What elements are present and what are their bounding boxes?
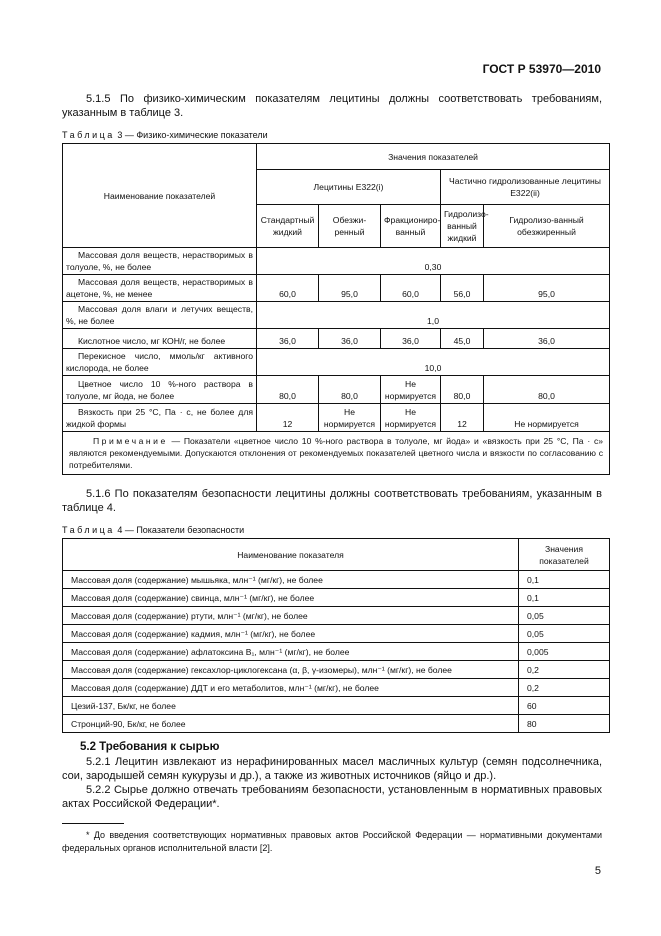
row-value: 80 — [519, 715, 610, 733]
row-name: Массовая доля (содержание) кадмия, млн⁻¹ (мг/кг), не более — [63, 625, 519, 643]
table3-row — [63, 349, 610, 376]
row-value: 0,05 — [519, 625, 610, 643]
table3-col-header: Фракциониро-ванный — [381, 205, 441, 248]
footnote: * До введения соответствующих нормативных правовых актов Российской Федерации — нормативными документами федеральных органов исполнительной власти [2]. — [62, 830, 602, 853]
row-name: Массовая доля (содержание) афлатоксина B₁, млн⁻¹ (мг/кг), не более — [63, 643, 519, 661]
table3-row — [63, 329, 610, 349]
table4-row — [63, 643, 610, 661]
table4-caption-prefix: Таблица — [62, 525, 115, 535]
row-value: 36,0 — [484, 329, 610, 349]
row-value-all: 10,0 — [257, 349, 610, 376]
table3-note — [63, 432, 610, 475]
row-name: Цезий-137, Бк/кг, не более — [63, 697, 519, 715]
row-value: 80,0 — [441, 376, 484, 404]
table4-row — [63, 607, 610, 625]
row-value: 12 — [441, 404, 484, 432]
row-value: 36,0 — [257, 329, 319, 349]
row-value: 36,0 — [381, 329, 441, 349]
row-name: Вязкость при 25 °С, Па · с, не более для жидкой формы — [63, 404, 257, 432]
paragraph-5-1-6: 5.1.6 По показателям безопасности лецитины должны соответствовать требованиям, указанным в таблице 4. — [62, 488, 602, 514]
row-value: 0,2 — [519, 679, 610, 697]
table3-col-header: Стандартный жидкий — [257, 205, 319, 248]
row-name: Массовая доля влаги и летучих веществ, %, не более — [63, 302, 257, 329]
row-value-all: 1,0 — [257, 302, 610, 329]
table3-header-name: Наименование показателей — [63, 144, 257, 248]
table4-header-value: Значения показателей — [519, 539, 610, 571]
paragraph-5-2-2: 5.2.2 Сырье должно отвечать требованиям безопасности, установленным в нормативных правовых актах Российской Федерации*. — [62, 784, 602, 810]
table3-caption-prefix: Таблица — [62, 130, 115, 140]
note-text: — Показатели «цветное число 10 %-ного раствора в толуоле, мг йода» и «вязкость при 25 °С, Па · с» являются рекомендуемыми. Допускаются отклонения от рекомендуемых показателей цветного числа и вязкости по согласованию с потребителями. — [69, 436, 604, 470]
table4-row — [63, 661, 610, 679]
row-value: 80,0 — [484, 376, 610, 404]
table3-header-values: Значения показателей — [257, 144, 610, 170]
row-value: 36,0 — [319, 329, 381, 349]
table4-row — [63, 697, 610, 715]
row-value: Не нормируется — [381, 404, 441, 432]
row-name: Перекисное число, ммоль/кг активного кислорода, не более — [63, 349, 257, 376]
table3-caption-text: 3 — Физико-химические показатели — [117, 130, 268, 140]
table3-row — [63, 376, 610, 404]
table3-row — [63, 404, 610, 432]
row-name: Кислотное число, мг КОН/г, не более — [63, 329, 257, 349]
row-value: 0,2 — [519, 661, 610, 679]
row-name: Цветное число 10 %-ного раствора в толуоле, мг йода, не более — [63, 376, 257, 404]
row-value: Не нормируется — [381, 376, 441, 404]
row-value: 60,0 — [381, 275, 441, 302]
paragraph-5-1-5: 5.1.5 По физико-химическим показателям лецитины должны соответствовать требованиям, указанным в таблице 3. — [62, 93, 602, 119]
footnote-divider — [62, 823, 124, 824]
row-name: Массовая доля (содержание) гексахлор-циклогексана (α, β, γ-изомеры), млн⁻¹ (мг/кг), не более — [63, 661, 519, 679]
row-value: 0,1 — [519, 589, 610, 607]
table3-col-header: Гидролизо-ванный жидкий — [441, 205, 484, 248]
row-value: 0,05 — [519, 607, 610, 625]
table4-row — [63, 571, 610, 589]
table-4 — [62, 538, 610, 733]
section-5-2-heading: 5.2 Требования к сырью — [80, 741, 220, 753]
row-value: Не нормируется — [484, 404, 610, 432]
table3-header-group1: Лецитины E322(i) — [257, 170, 441, 205]
note-prefix: Примечание — [93, 436, 168, 446]
row-value: 60,0 — [257, 275, 319, 302]
paragraph-5-2-1: 5.2.1 Лецитин извлекают из нерафинированных масел масличных культур (семян подсолнечника, сои, зародышей семян кукурузы и др.), а также из животных источников (яйцо и др.). — [62, 756, 602, 782]
table4-caption — [62, 525, 609, 535]
page-number: 5 — [594, 865, 601, 877]
table3-col-header: Обезжи-ренный — [319, 205, 381, 248]
row-name: Массовая доля (содержание) мышьяка, млн⁻¹ (мг/кг), не более — [63, 571, 519, 589]
table4-row — [63, 679, 610, 697]
table3-row — [63, 275, 610, 302]
row-value: 0,1 — [519, 571, 610, 589]
row-value: 95,0 — [484, 275, 610, 302]
table-3 — [62, 143, 610, 475]
row-name: Массовая доля (содержание) ДДТ и его метаболитов, млн⁻¹ (мг/кг), не более — [63, 679, 519, 697]
row-value: 60 — [519, 697, 610, 715]
row-name: Массовая доля веществ, нерастворимых в толуоле, %, не более — [63, 248, 257, 275]
row-value: 80,0 — [257, 376, 319, 404]
row-value: 0,005 — [519, 643, 610, 661]
row-value: 95,0 — [319, 275, 381, 302]
table3-row — [63, 248, 610, 275]
row-value: Не нормируется — [319, 404, 381, 432]
table4-header-name: Наименование показателя — [63, 539, 519, 571]
table4-row — [63, 715, 610, 733]
row-name: Массовая доля (содержание) ртути, млн⁻¹ (мг/кг), не более — [63, 607, 519, 625]
table3-header-group2: Частично гидролизованные лецитины E322(ii) — [441, 170, 610, 205]
row-value-all: 0,30 — [257, 248, 610, 275]
table3-col-header: Гидролизо-ванный обезжиренный — [484, 205, 610, 248]
table4-caption-text: 4 — Показатели безопасности — [117, 525, 245, 535]
table3-row — [63, 302, 610, 329]
row-name: Массовая доля веществ, нерастворимых в ацетоне, %, не менее — [63, 275, 257, 302]
row-value: 56,0 — [441, 275, 484, 302]
row-name: Стронций-90, Бк/кг, не более — [63, 715, 519, 733]
table4-row — [63, 625, 610, 643]
row-value: 80,0 — [319, 376, 381, 404]
document-id: ГОСТ Р 53970—2010 — [482, 62, 601, 76]
table4-row — [63, 589, 610, 607]
table3-caption — [62, 130, 609, 140]
row-name: Массовая доля (содержание) свинца, млн⁻¹ (мг/кг), не более — [63, 589, 519, 607]
row-value: 12 — [257, 404, 319, 432]
row-value: 45,0 — [441, 329, 484, 349]
